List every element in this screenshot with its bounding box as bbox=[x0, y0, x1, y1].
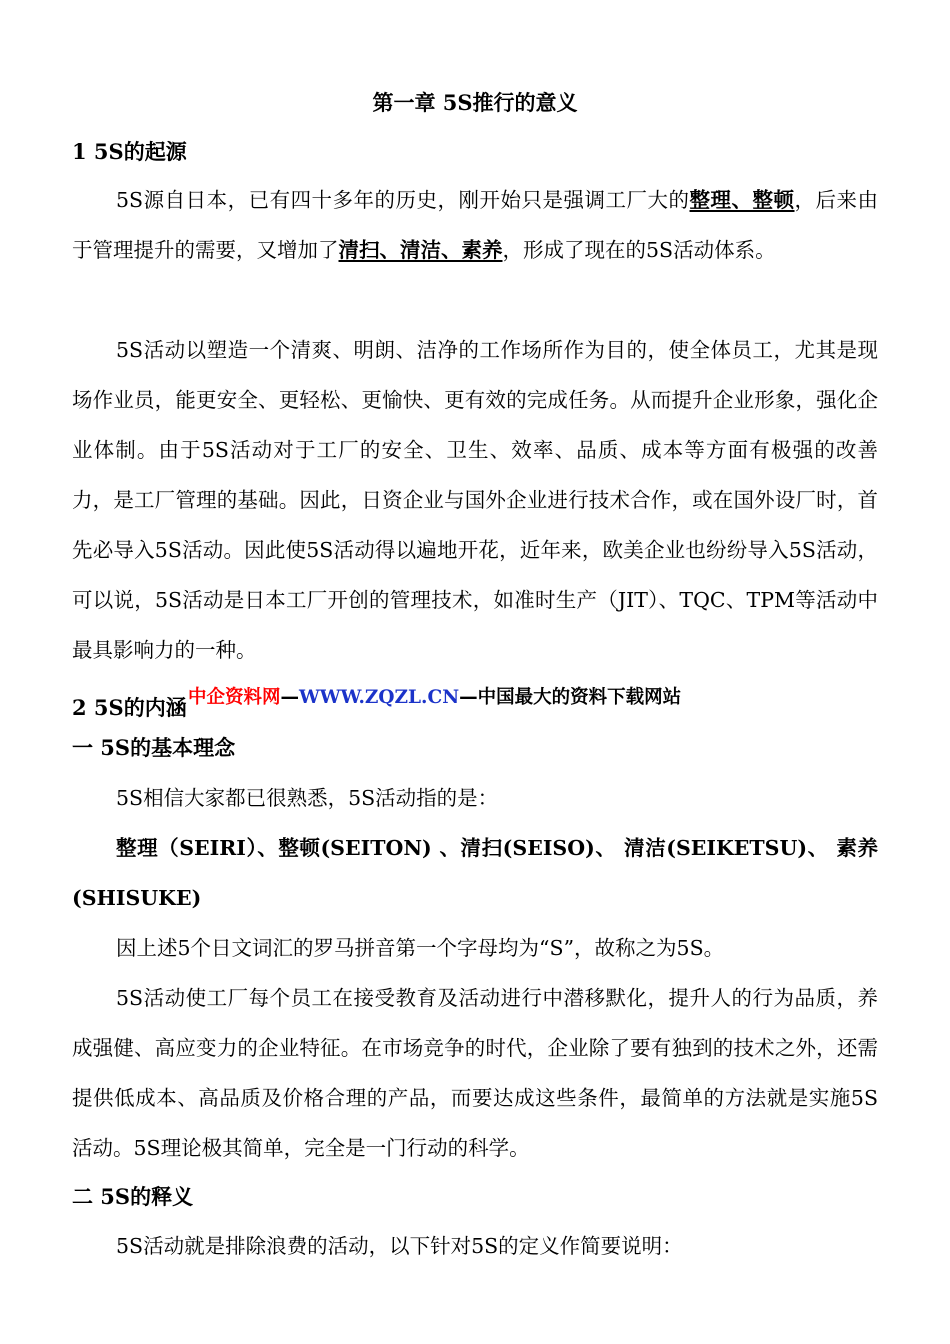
paragraph-origin-intro bbox=[72, 175, 878, 275]
section-heading-meaning: 2 5S的内涵 bbox=[72, 695, 187, 720]
watermark-dash: — bbox=[459, 687, 478, 708]
watermark-site-name: 中企资料网 bbox=[188, 687, 281, 708]
watermark-url: WWW.ZQZL.CN bbox=[299, 687, 460, 708]
watermark-tagline: 中国最大的资料下载网站 bbox=[477, 687, 682, 708]
subsection-heading-definition: 二 5S的释义 bbox=[72, 1184, 194, 1209]
paragraph-5s-effects: 5S活动使工厂每个员工在接受教育及活动进行中潜移默化，提升人的行为品质，养成强健、高应变力的企业特征。在市场竞争的时代，企业除了要有独到的技术之外，还需提供低成本、高品质及价格合理的产品，而要达成这些条件，最简单的方法就是实施5S活动。5S理论极其简单，完全是一门行动的科学。 bbox=[72, 986, 878, 1160]
watermark-banner bbox=[188, 683, 681, 713]
paragraph-text: ，后来由于管理提升的需要，又增加了 bbox=[72, 188, 879, 262]
underlined-terms-sort-set: 整理、整顿 bbox=[689, 188, 795, 212]
watermark-dash: — bbox=[280, 687, 300, 708]
section-heading-origin: 1 5S的起源 bbox=[72, 139, 187, 164]
subsection-heading-basic-concept: 一 5S的基本理念 bbox=[72, 735, 236, 760]
paragraph-definition-intro: 5S活动就是排除浪费的活动，以下针对5S的定义作简要说明： bbox=[116, 1234, 683, 1258]
paragraph-text: 5S源自日本，已有四十多年的历史，刚开始只是强调工厂大的 bbox=[116, 188, 690, 212]
paragraph-text: ，形成了现在的5S活动体系。 bbox=[502, 238, 776, 262]
paragraph-familiar: 5S相信大家都已很熟悉，5S活动指的是： bbox=[116, 786, 499, 810]
paragraph-name-reason: 因上述5个日文词汇的罗马拼音第一个字母均为“S”，故称之为5S。 bbox=[116, 936, 725, 960]
paragraph-5s-terms: 整理（SEIRI）、整顿(SEITON) 、清扫(SEISO)、 清洁(SEIKETSU)、 素养(SHISUKE) bbox=[72, 836, 878, 910]
paragraph-origin-purpose: 5S活动以塑造一个清爽、明朗、洁净的工作场所作为目的，使全体员工，尤其是现场作业员，能更安全、更轻松、更愉快、更有效的完成任务。从而提升企业形象，强化企业体制。由于5S活动对于工厂的安全、卫生、效率、品质、成本等方面有极强的改善力，是工厂管理的基础。因此，日资企业与国外企业进行技术合作，或在国外设厂时，首先必导入5S活动。因此使5S活动得以遍地开花，近年来，欧美企业也纷纷导入5S活动，可以说，5S活动是日本工厂开创的管理技术，如准时生产（JIT）、TQC、TPM等活动中最具影响力的一种。 bbox=[72, 338, 878, 662]
chapter-title: 第一章 5S推行的意义 bbox=[372, 90, 578, 115]
underlined-terms-clean-discipline: 清扫、清洁、素养 bbox=[338, 238, 503, 262]
